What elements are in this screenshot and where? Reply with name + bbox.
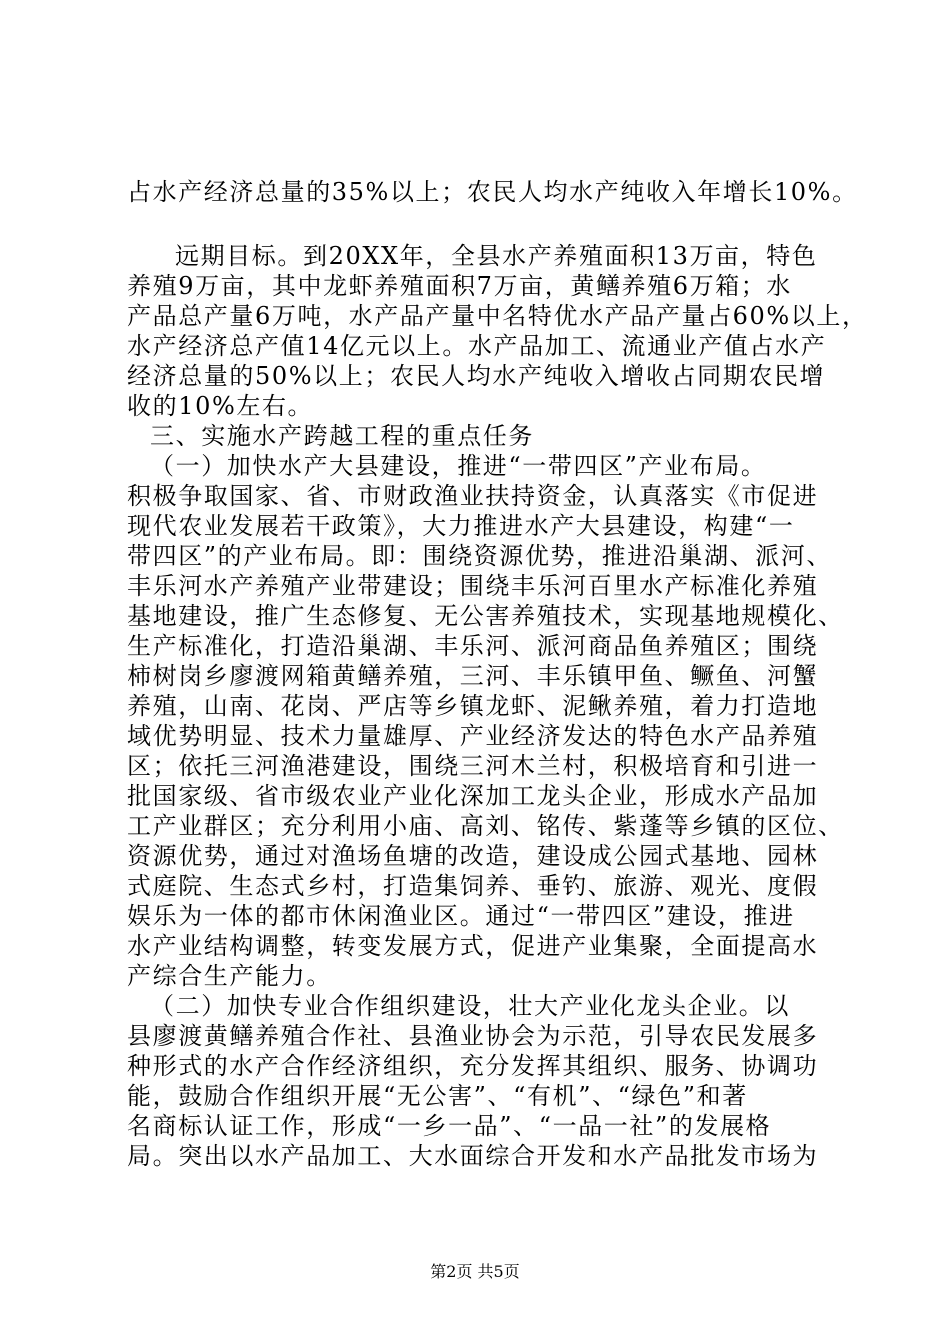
text-line: 养殖9万亩，其中龙虾养殖面积7万亩，黄鳝养殖6万箱；水 <box>127 272 793 300</box>
text-line: 批国家级、省市级农业产业化深加工龙头企业，形成水产品加 <box>127 782 819 810</box>
text-line: 水产经济总产值14亿元以上。水产品加工、流通业产值占水产 <box>127 332 827 360</box>
text-line: 式庭院、生态式乡村，打造集饲养、垂钓、旅游、观光、度假 <box>127 872 819 900</box>
text-line: 工产业群区；充分利用小庙、高刘、铭传、紫蓬等乡镇的区位、 <box>127 812 844 840</box>
text-line: 名商标认证工作，形成“一乡一品”、“一品一社”的发展格 <box>127 1112 772 1140</box>
text-line: 柿树岗乡廖渡网箱黄鳝养殖，三河、丰乐镇甲鱼、鳜鱼、河蟹 <box>127 662 819 690</box>
text-line: 现代农业发展若干政策》，大力推进水产大县建设，构建“一 <box>127 512 795 540</box>
text-line: 资源优势，通过对渔场鱼塘的改造，建设成公园式基地、园林 <box>127 842 819 870</box>
text-line: 区；依托三河渔港建设，围绕三河木兰村，积极培育和引进一 <box>127 752 819 780</box>
subsection-heading: （二）加快专业合作组织建设，壮大产业化龙头企业。以 <box>150 992 790 1020</box>
text-line: 种形式的水产合作经济组织，充分发挥其组织、服务、协调功 <box>127 1052 819 1080</box>
text-line: 能，鼓励合作组织开展“无公害”、“有机”、“绿色”和著 <box>127 1082 748 1110</box>
text-line: 基地建设，推广生态修复、无公害养殖技术，实现基地规模化、 <box>127 602 844 630</box>
text-line: 养殖，山南、花岗、严店等乡镇龙虾、泥鳅养殖，着力打造地 <box>127 692 819 720</box>
text-line: 局。突出以水产品加工、大水面综合开发和水产品批发市场为 <box>127 1142 819 1170</box>
text-line: 远期目标。到20XX年，全县水产养殖面积13万亩，特色 <box>175 242 818 270</box>
text-line: 占水产经济总量的35%以上；农民人均水产纯收入年增长10%。 <box>127 178 858 206</box>
text-line: 经济总量的50%以上；农民人均水产纯收入增收占同期农民增 <box>127 362 826 390</box>
text-line: 娱乐为一体的都市休闲渔业区。通过“一带四区”建设，推进 <box>127 902 795 930</box>
text-line: 域优势明显、技术力量雄厚、产业经济发达的特色水产品养殖 <box>127 722 819 750</box>
text-line: 县廖渡黄鳝养殖合作社、县渔业协会为示范，引导农民发展多 <box>127 1022 819 1050</box>
text-line: 水产业结构调整，转变发展方式，促进产业集聚，全面提高水 <box>127 932 819 960</box>
text-line: 产品总产量6万吨，水产品产量中名特优水产品产量占60%以上， <box>127 302 868 330</box>
text-line: 收的10%左右。 <box>127 392 314 420</box>
text-line: 带四区”的产业布局。即：围绕资源优势，推进沿巢湖、派河、 <box>127 542 833 570</box>
section-heading: 三、实施水产跨越工程的重点任务 <box>150 422 534 450</box>
page-number: 第2页 共5页 <box>430 1262 520 1281</box>
text-line: 生产标准化，打造沿巢湖、丰乐河、派河商品鱼养殖区；围绕 <box>127 632 819 660</box>
text-line: 丰乐河水产养殖产业带建设；围绕丰乐河百里水产标准化养殖 <box>127 572 819 600</box>
subsection-heading: （一）加快水产大县建设，推进“一带四区”产业布局。 <box>150 452 767 480</box>
text-line: 积极争取国家、省、市财政渔业扶持资金，认真落实《市促进 <box>127 482 819 510</box>
text-line: 产综合生产能力。 <box>127 962 332 990</box>
